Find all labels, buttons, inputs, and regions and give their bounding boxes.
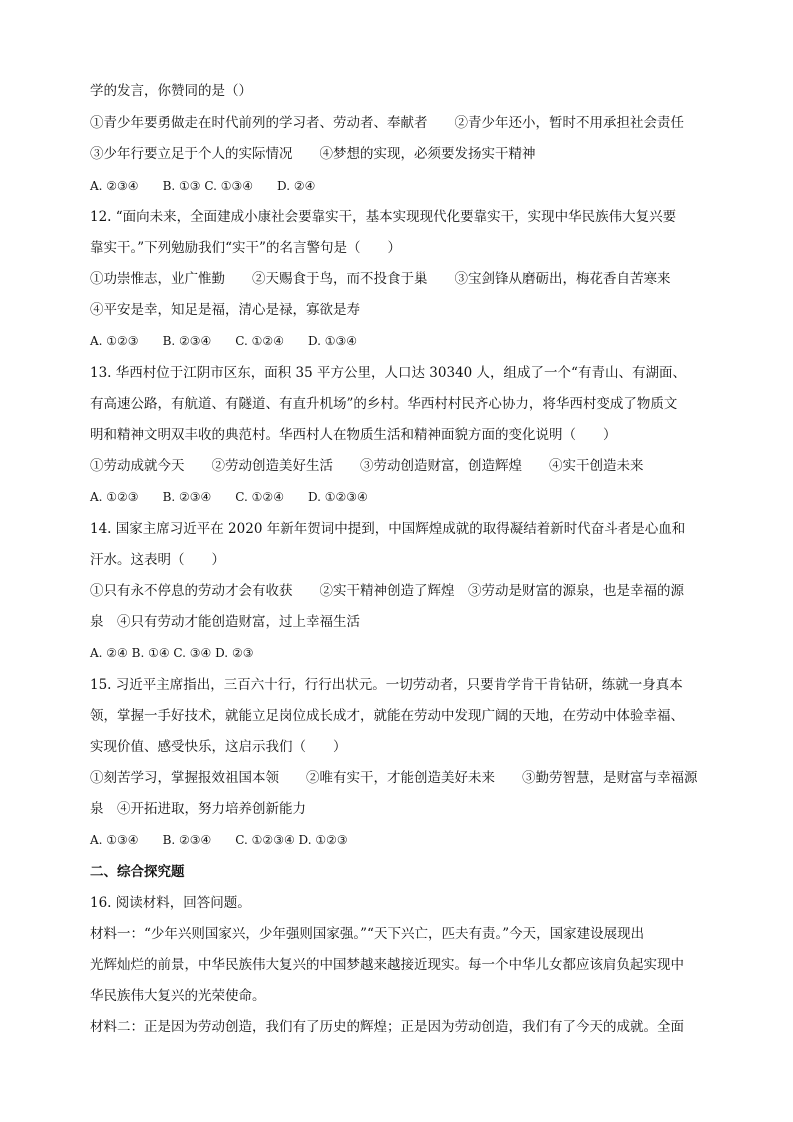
- text-line: 学的发言，你赞同的是（）: [90, 83, 252, 99]
- option-line: ①刻苦学习，掌握报效祖国本领 ②唯有实干，才能创造美好未来 ③勤劳智慧，是财富与幸福源: [90, 770, 698, 786]
- material-text: 光辉灿烂的前景，中华民族伟大复兴的中国梦越来越接近现实。每一个中华儿女都应该肩负起实现中: [90, 957, 684, 973]
- question-text: 领，掌握一手好技术，就能立足岗位成长成才，就能在劳动中发现广阔的天地，在劳动中体验幸福、: [90, 708, 684, 724]
- option-line: ①青少年要勇做走在时代前列的学习者、劳动者、奉献者 ②青少年还小，暂时不用承担社会责任: [90, 115, 684, 131]
- material-two: 材料二：正是因为劳动创造，我们有了历史的辉煌；正是因为劳动创造，我们有了今天的成就。全面: [90, 1019, 684, 1035]
- answer-choices: A. ②③④ B. ①③ C. ①③④ D. ②④: [90, 179, 316, 193]
- question-14: 14. 国家主席习近平在 2020 年新年贺词中提到，中国辉煌成就的取得凝结着新时代奋斗者是心血和: [90, 521, 686, 537]
- material-one: 材料一：“少年兴则国家兴，少年强则国家强。”“天下兴亡，匹夫有责。”今天，国家建设展现出: [90, 926, 645, 942]
- question-text: 有高速公路，有航道、有隧道、有直升机场”的乡村。华西村村民齐心协力，将华西村变成了物质文: [90, 396, 678, 412]
- answer-choices: A. ①②③ B. ②③④ C. ①②④ D. ①②③④: [90, 490, 368, 504]
- answer-choices: A. ①③④ B. ②③④ C. ①②③④ D. ①②③: [90, 833, 348, 847]
- question-16: 16. 阅读材料，回答问题。: [90, 895, 251, 911]
- question-text: 实现价值、感受快乐，这启示我们（ ）: [90, 739, 347, 755]
- section-heading: 二、综合探究题: [90, 864, 185, 880]
- answer-choices: A. ①②③ B. ②③④ C. ①②④ D. ①③④: [90, 334, 358, 348]
- question-text: 明和精神文明双丰收的典范村。华西村人在物质生活和精神面貌方面的变化说明（ ）: [90, 427, 617, 443]
- option-line: ①功崇惟志，业广惟勤 ②天赐食于鸟，而不投食于巢 ③宝剑锋从磨砺出，梅花香自苦寒来: [90, 271, 671, 287]
- option-line: ①只有永不停息的劳动才会有收获 ②实干精神创造了辉煌 ③劳动是财富的源泉，也是幸福的源: [90, 583, 684, 599]
- option-line: ④平安是幸，知足是福，清心是禄，寡欲是寿: [90, 302, 360, 318]
- material-text: 华民族伟大复兴的光荣使命。: [90, 988, 266, 1004]
- question-15: 15. 习近平主席指出，三百六十行，行行出状元。一切劳动者，只要肯学肯干肯钻研，练就一身真本: [90, 677, 683, 693]
- question-12: 12. “面向未来，全面建成小康社会要靠实干，基本实现现代化要靠实干，实现中华民族伟大复兴要: [90, 209, 677, 225]
- question-text: 靠实干。”下列勉励我们“实干”的名言警句是（ ）: [90, 240, 401, 256]
- option-line: ③少年行要立足于个人的实际情况 ④梦想的实现，必须要发扬实干精神: [90, 146, 536, 162]
- option-line: ①劳动成就今天 ②劳动创造美好生活 ③劳动创造财富，创造辉煌 ④实干创造未来: [90, 458, 644, 474]
- question-13: 13. 华西村位于江阴市区东，面积 35 平方公里，人口达 30340 人，组成了一个“有青山、有湖面、: [90, 365, 686, 381]
- option-line: 泉 ④只有劳动才能创造财富，过上幸福生活: [90, 614, 360, 630]
- answer-choices: A. ②④ B. ①④ C. ③④ D. ②③: [90, 646, 254, 660]
- option-line: 泉 ④开拓进取，努力培养创新能力: [90, 801, 306, 817]
- question-text: 汗水。这表明（ ）: [90, 552, 225, 568]
